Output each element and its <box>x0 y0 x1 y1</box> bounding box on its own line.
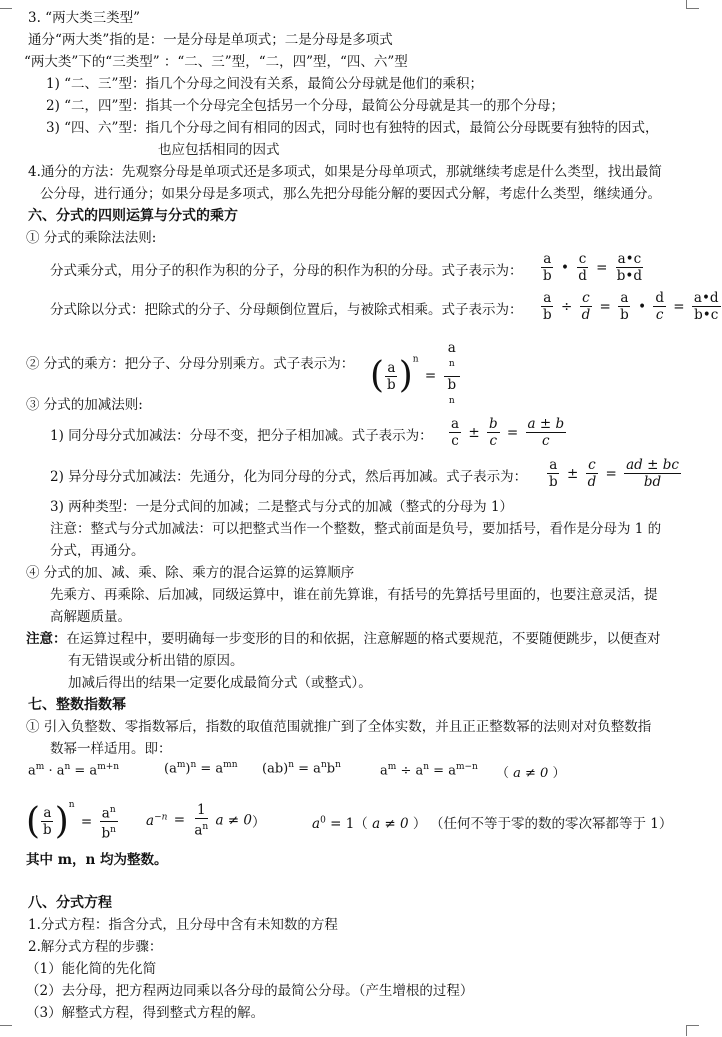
formula-power: ( a b ) $^n$ = a $^n$ b $^n$ <box>370 340 461 412</box>
note-line <box>26 630 661 648</box>
formula-diff-denominator: $\frac{a}{b}$ ± $\frac{c}{d}$ = $\frac{ad \pm bc}{bd}$ <box>549 457 679 490</box>
corner-mark-bottom-right <box>686 1025 699 1036</box>
text-line: 分式，再通分。 <box>50 543 145 559</box>
formula-same-denominator: $\frac{a}{c}$ ± $\frac{b}{c}$ = $\frac{a \pm b}{c}$ <box>451 416 565 449</box>
text-line: 2) “二，四”型：指其一个分母完全包括另一个分母，最简公分母就是其一的那个分母； <box>46 98 564 114</box>
text-line: 3) “四、六”型：指几个分母之间有相同的因式，同时也有独特的因式，最简公分母既要有独特的因式， <box>46 120 659 136</box>
formula-condition: （ a ≠ 0 ） <box>496 766 566 781</box>
note-label: 注意： <box>26 631 67 647</box>
section-heading-7: 七、整数指数幂 <box>28 697 126 713</box>
formula-rule-product: $a^m \cdot a^n = a^{m+n}$ <box>28 762 120 779</box>
text-line: 分式除以分式：把除式的分子、分母颠倒位置后，与被除式相乘。式子表示为： <box>50 302 523 318</box>
text-line: ① 引入负整数、零指数幂后，指数的取值范围就推广到了全体实数，并且正正整数幂的法则对对负整数指 <box>26 719 652 735</box>
section-heading-8: 八、分式方程 <box>28 895 112 911</box>
text-line: 公分母，进行通分；如果分母是多项式，那么先把分母能分解的要因式分解，考虑什么类型，继续通分。 <box>40 186 661 202</box>
formula-zero-note: （任何不等于零的数的零次幂都等于 1） <box>430 816 673 832</box>
corner-mark-top-left <box>0 0 12 9</box>
text-line: 先乘方、再乘除、后加减，同级运算中，谁在前先算谁，有括号的先算括号里面的，也要注意灵活，提 <box>50 587 658 603</box>
text-line: ③ 分式的加减法则: <box>26 397 143 413</box>
note-text: 在运算过程中，要明确每一步变形的目的和依据，注意解题的格式要规范，不要随便跳步，以便查对 <box>66 631 661 647</box>
text-line: 也应包括相同的因式 <box>158 142 280 158</box>
text-line: ④ 分式的加、减、乘、除、乘方的混合运算的运算顺序 <box>26 565 355 581</box>
text-line: 3. “两大类三类型” <box>28 10 140 26</box>
text-line: 注意：整式与分式加减法：可以把整式当作一个整数，整式前面是负号，要加括号，看作是分母为 1 的 <box>50 521 662 537</box>
text-line: 1) “二、三”型：指几个分母之间没有关系，最简公分母就是他们的乘积； <box>46 76 483 92</box>
formula-rule-zero: $a^0 = 1$（ a ≠ 0 ） <box>312 815 427 832</box>
text-line: 通分“两大类”指的是：一是分母是单项式；二是分母是多项式 <box>28 32 393 48</box>
text-line: ① 分式的乘除法法则: <box>26 230 157 246</box>
text-line: “两大类”下的“三类型” ：“二、三”型，“二，四”型，“四、六”型 <box>24 54 408 70</box>
text-line: 2) 异分母分式加减法：先通分，化为同分母的分式，然后再加减。式子表示为： <box>50 469 528 485</box>
text-line: ② 分式的乘方：把分子、分母分别乘方。式子表示为： <box>26 356 355 372</box>
text-line: （1）能化简的先化简 <box>26 961 157 977</box>
text-line: 1.分式方程：指含分式，且分母中含有未知数的方程 <box>28 917 338 933</box>
formula-rule-power: $(a^m)^n = a^{mn}$ <box>164 760 238 777</box>
text-line: 3) 两种类型：一是分式间的加减；二是整式与分式的加减（整式的分母为 1） <box>50 499 514 515</box>
formula-rule-quotient: $a^m \div a^n = a^{m-n}$ <box>380 762 478 779</box>
text-line: （3）解整式方程，得到整式方程的解。 <box>26 1005 265 1021</box>
text-line: 4.通分的方法：先观察分母是单项式还是多项式，如果是分母单项式，那就继续考虑是什么类型，找出最简 <box>28 164 662 180</box>
formula-divide: $\frac{a}{b}$ ÷ $\frac{c}{d}$ = $\frac{a}{b}$ • $\frac{d}{c}$ = $\frac{a•d}{b•c}$ <box>543 290 719 323</box>
corner-mark-bottom-left <box>0 1025 12 1036</box>
formula-rule-product-power: $(ab)^n = a^nb^n$ <box>262 760 341 777</box>
text-line: 高解题质量。 <box>50 609 131 625</box>
formula-rule-fraction-power: ( a b ) $^n$ = $\frac{a^n}{b^n}$ <box>26 800 116 842</box>
text-line: 数幂一样适用。即： <box>50 741 172 757</box>
section-heading-6: 六、分式的四则运算与分式的乘方 <box>28 208 238 224</box>
text-line: 有无错误或分析出错的原因。 <box>68 653 244 669</box>
text-line: 2.解分式方程的步骤： <box>28 939 163 955</box>
corner-mark-top-right <box>686 0 699 9</box>
text-line-bold: 其中 m，n 均为整数。 <box>26 852 168 868</box>
formula-rule-negative: $a^{-n}$ = $\frac{1}{a^n}$ a ≠ 0） <box>146 802 266 839</box>
text-line: 1) 同分母分式加减法：分母不变，把分子相加减。式子表示为： <box>50 428 433 444</box>
text-line: 加减后得出的结果一定要化成最简分式（或整式）。 <box>68 675 372 691</box>
text-line: 分式乘分式，用分子的积作为积的分子，分母的积作为积的分母。式子表示为： <box>50 263 523 279</box>
text-line: （2）去分母，把方程两边同乘以各分母的最简公分母。（产生增根的过程） <box>26 983 474 999</box>
formula-multiply: $\frac{a}{b}$ • $\frac{c}{d}$ = $\frac{a•c}{b•d}$ <box>543 251 643 284</box>
